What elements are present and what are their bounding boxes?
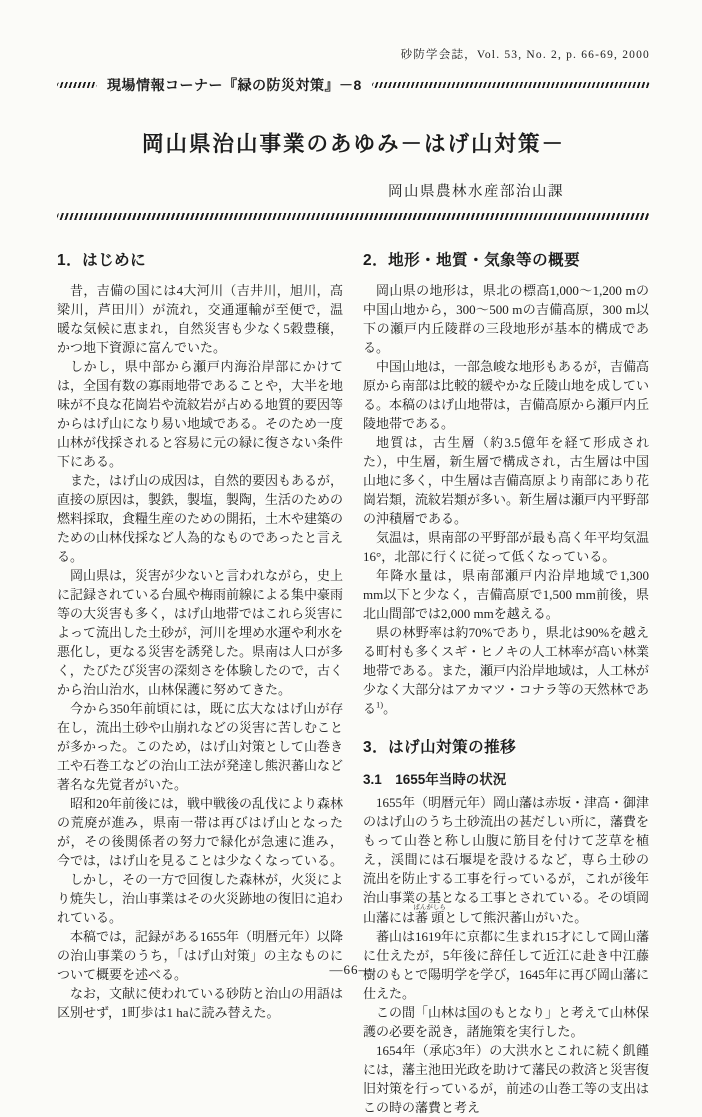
section31-heading: 3.1 1655年当時の状況 [363, 772, 507, 787]
paragraph: 蕃山は1619年に京都に生まれ15才にして岡山藩に仕えたが，5年後に辞任して近江に赴き中江藤樹のもとで陽明学を学び，1645年に再び岡山藩に仕えた。 [363, 929, 650, 1001]
paragraph: この間「山林は国のもとなり」と考えて山林保護の必要を説き，諸施策を実行した。 [363, 1005, 650, 1039]
paragraph: 昭和20年前後には，戦中戦後の乱伐により森林の荒廃が進み，県南一帯は再びはげ山となったが，その後関係者の努力で緑化が急速に進み，今では，はげ山を見ることは少なくなっている。 [57, 796, 344, 868]
page-number: —66— [329, 962, 373, 977]
paragraph-with-footnote [363, 623, 649, 718]
paragraph: なお，文献に使われている砂防と治山の用語は区別せず，1町歩は1 haに読み替えた。 [57, 986, 344, 1020]
paragraph: 年降水量は，県南部瀬戸内沿岸地域で1,300 mm以下と少なく，吉備高原で1,500 mm前後，県北山間部では2,000 mmを越える。 [363, 568, 649, 621]
paragraph: 岡山県の地形は，県北の標高1,000～1,200 mの中国山地から，300～500 mの吉備高原，300 m以下の瀬戸内丘陵群の三段地形が基本的構成である。 [363, 283, 649, 355]
ruby-base: 蕃頭 [413, 910, 446, 925]
section1-heading: 1．はじめに [57, 252, 147, 269]
paragraph-text: 県の林野率は約70%であり，県北は90%を越える町村も多くスギ・ヒノキの人工林率が高い林業地帯である。また，瀬戸内沿岸地域は，人工林が少なく大部分はアカマツ・コナラ等の天然林である [363, 625, 650, 716]
paragraph: しかし，その一方で回復した森林が，火災により焼失し，治山事業はその火災跡地の復旧に追われている。 [57, 872, 344, 925]
corner-label: 現場情報コーナー『緑の防災対策』－8 [107, 77, 362, 93]
two-column-body [57, 248, 650, 1117]
footnote-ref: 1) [376, 699, 384, 710]
page-title: 岡山県治山事業のあゆみ－はげ山対策－ [141, 132, 565, 156]
paragraph: また，はげ山の成因は，自然的要因もあるが，直接の原因は，製鉄，製塩，製陶，生活のための燃料採取，食糧生産のための開拓，土木や建築のための山林伐採など人為的なものであったと言える。 [57, 473, 344, 564]
paragraph: 中国山地は，一部急峻な地形もあるが，吉備高原から南部は比較的緩やかな丘陵山地を成している。本稿のはげ山地帯は，吉備高原から瀬戸内丘陵地帯である。 [363, 359, 650, 431]
wave-divider [57, 213, 650, 220]
paragraph: 気温は，県南部の平野部が最も高く年平均気温16°，北部に行くに従って低くなっている。 [363, 530, 650, 564]
paragraph: 岡山県は，災害が少ないと言われながら，史上に記録されている台風や梅雨前線による集中豪雨等の大災害も多く，はげ山地帯ではこれら災害によって流出した土砂が，河川を埋め水運や利水を悪化し，更なる災害を誘発した。県南は人口が多く，たびたび災害の深刻さを体験したので，古くから治山治水，山林保護に努めてきた。 [57, 568, 344, 697]
paragraph: 本稿では，記録がある1655年（明暦元年）以降の治山事業のうち，「はげ山対策」の主なものについて概要を述べる。 [57, 929, 344, 982]
author: 岡山県農林水産部治山課 [388, 184, 564, 200]
paragraph: 今から350年前頃には，既に広大なはげ山が存在し，流出土砂や山崩れなどの災害に苦しむことが多かった。このため，はげ山対策として山巻き工や石巻工などの治山工法が発達し熊沢蕃山など著名な先覚者がいた。 [57, 701, 344, 792]
ruby-bangashira [413, 904, 446, 925]
section2-heading: 2．地形・地質・気象等の概要 [363, 252, 581, 269]
ruby-text: ばんがしら [413, 904, 446, 911]
paragraph-text: 。 [383, 701, 397, 716]
wave-ornament-left [57, 82, 97, 88]
paragraph: 昔，吉備の国には4大河川（吉井川，旭川，高梁川，芦田川）が流れ，交通運輸が至便で，温暖な気候に恵まれ，自然災害も少なく5穀豊穣，かつ地下資源に富んでいた。 [57, 283, 343, 355]
section3-heading: 3．はげ山対策の推移 [363, 739, 517, 756]
corner-header [57, 75, 650, 95]
right-column [363, 248, 649, 1117]
paragraph-with-ruby [363, 793, 649, 927]
wave-ornament-right [372, 82, 650, 88]
left-column [57, 248, 343, 1117]
journal-citation: 砂防学会誌，Vol. 53, No. 2, p. 66-69, 2000 [400, 49, 650, 61]
paragraph: 地質は，古生層（約3.5億年を経て形成された），中生層，新生層で構成され，古生層は中国山地に多く，中生層は吉備高原より南部にあり花崗岩類，流紋岩類が多い。新生層は瀬戸内平野部の沖積層である。 [363, 435, 650, 526]
paragraph: 1654年（承応3年）の大洪水とこれに続く飢饉には，藩主池田光政を助けて藩民の救済と災害復旧対策を行っているが，前述の山巻工等の支出はこの時の藩費と考え [363, 1043, 650, 1115]
paragraph-text: として熊沢蕃山がいた。 [444, 910, 588, 925]
paragraph-text: 1655年（明暦元年）岡山藩は赤坂・津高・御津のはげ山のうち土砂流出の甚だしい所に，藩費をもって山巻と称し山腹に筋目を付けて芝草を植え，渓間には石堰堤を設けるなど，専ら土砂の流出を防止する工事を行っているが，これが後年治山事業の基となる工事とされている。その頃岡山藩には [363, 795, 650, 925]
paragraph: しかし，県中部から瀬戸内海沿岸部にかけては，全国有数の寡雨地帯であることや，大半を地味が不良な花崗岩や流紋岩が占める地質的要因等からはげ山になり易い地域である。そのため一度山林が伐採されると容易に元の緑に復さない条件下にある。 [57, 359, 344, 469]
